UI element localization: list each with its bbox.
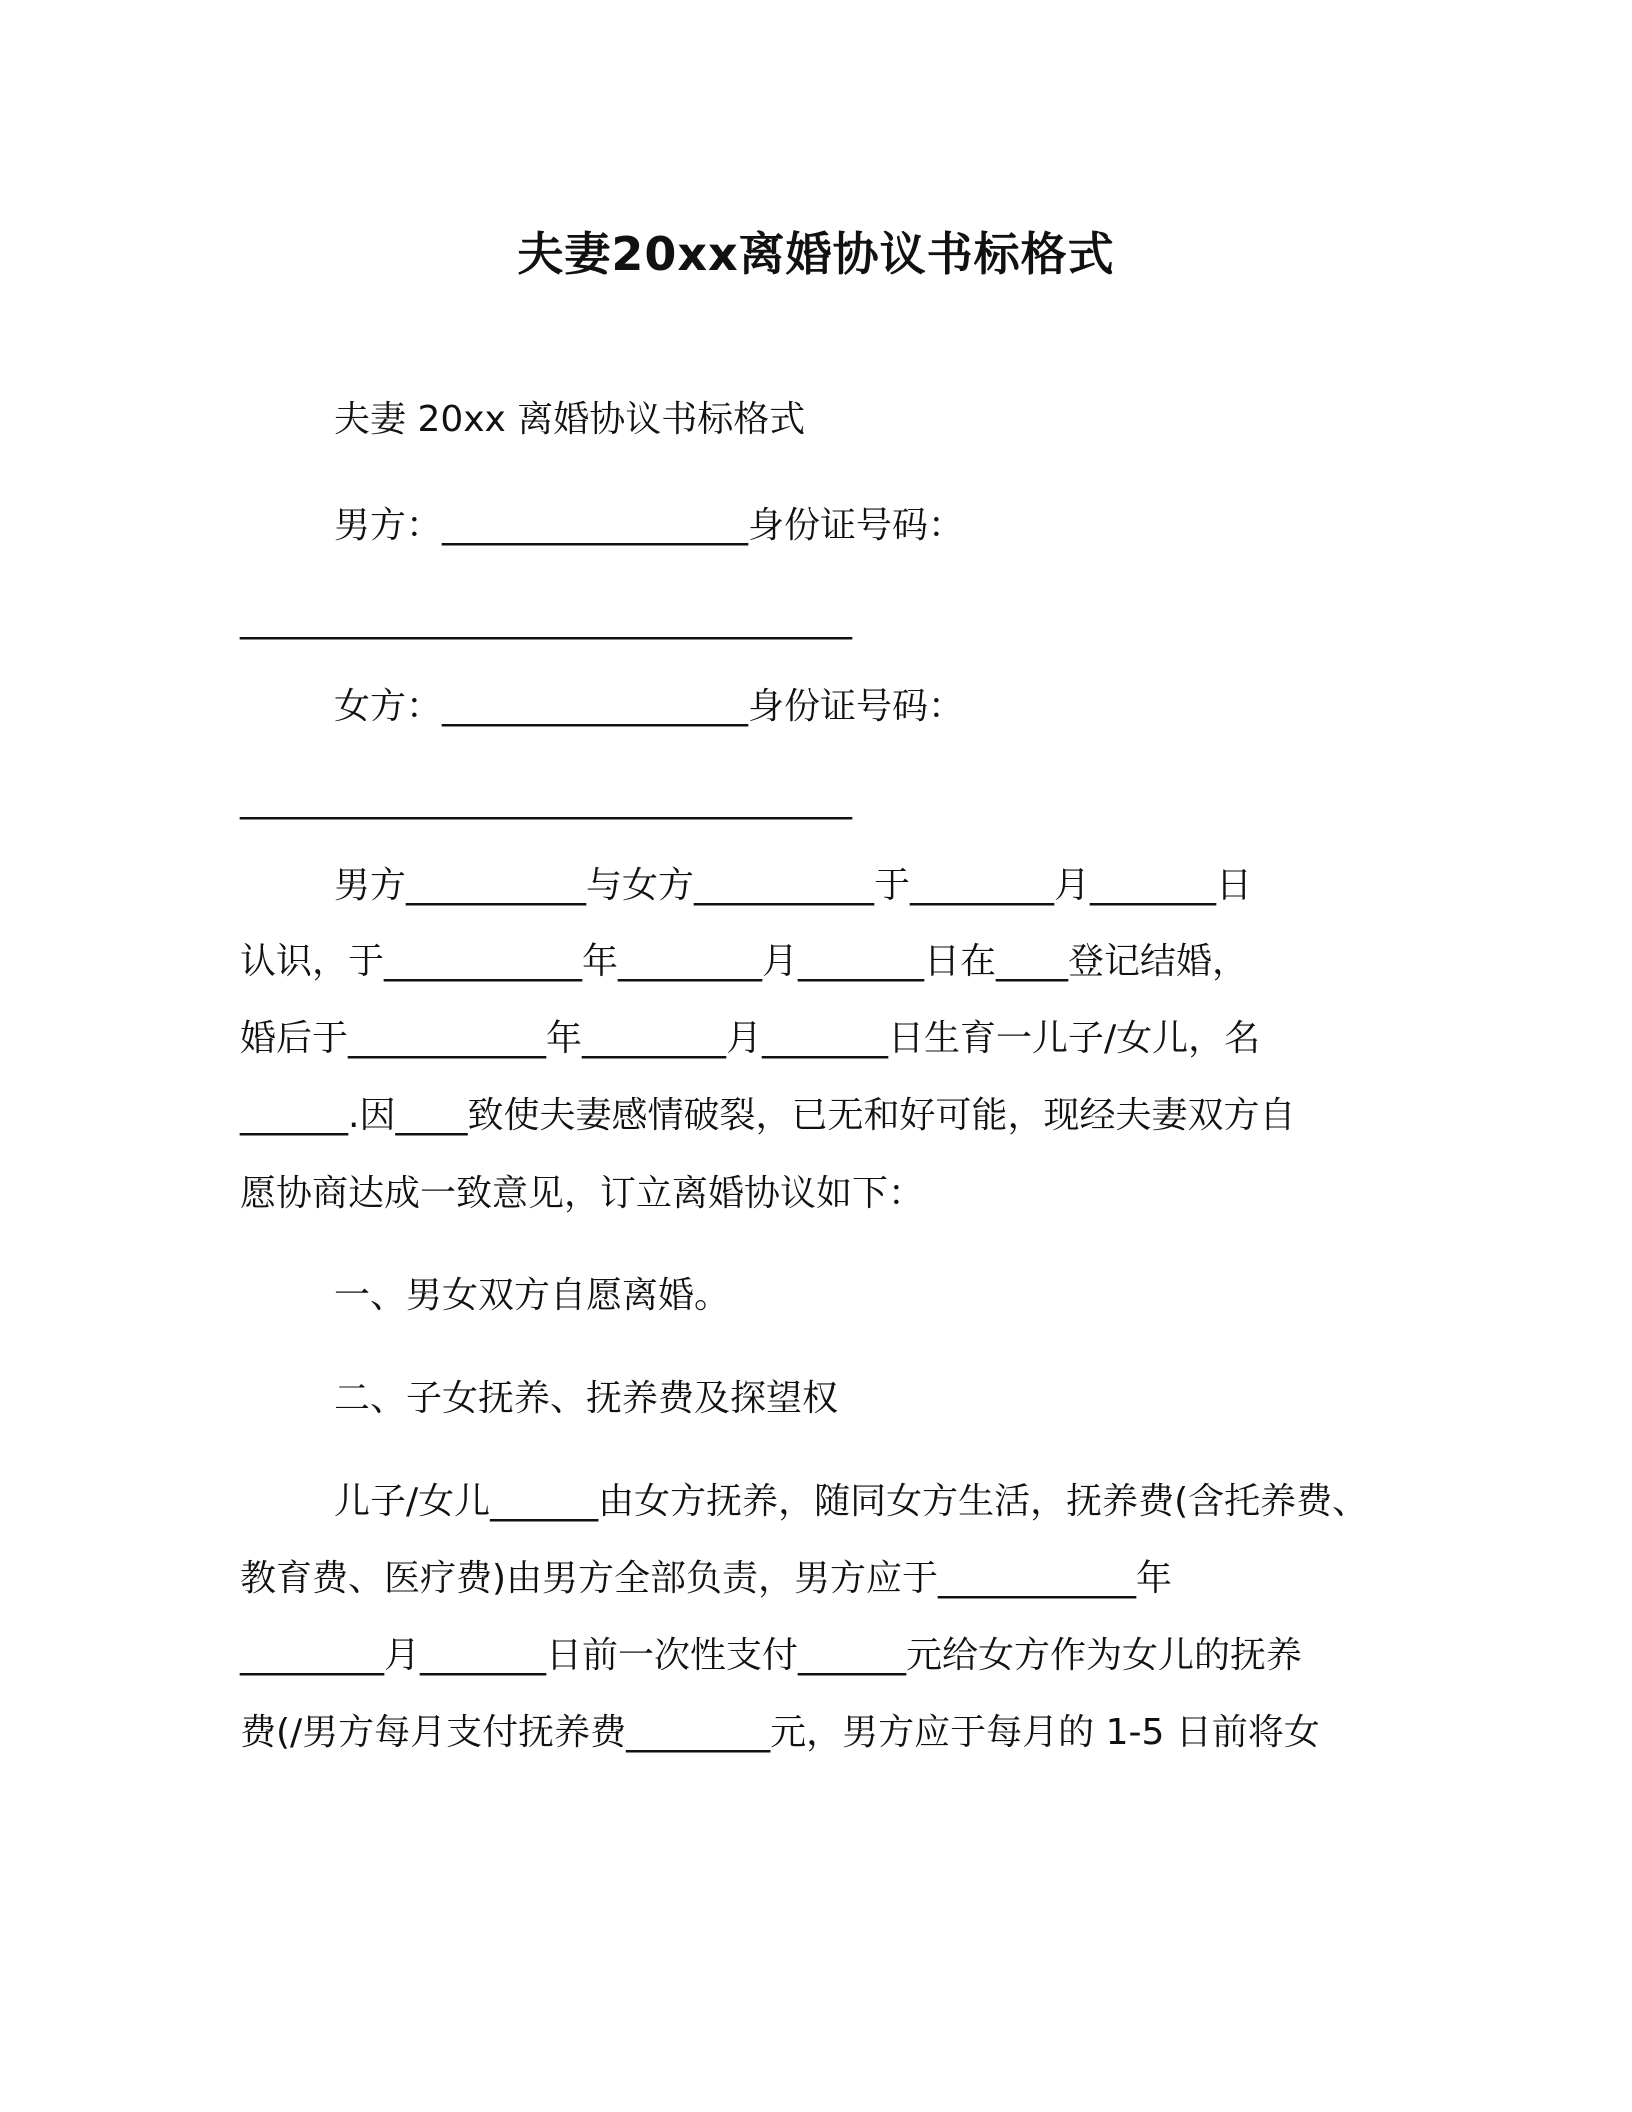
paragraph-line: 婚后于___________年________月_______日生育一儿子/女儿，名 bbox=[240, 1018, 1261, 1059]
male-party-line: 男方：_________________身份证号码： bbox=[334, 505, 965, 546]
paragraph-line: 男方__________与女方__________于________月_______日 bbox=[334, 865, 1253, 906]
paragraph-line: 儿子/女儿______由女方抚养，随同女方生活，抚养费(含托养费、 bbox=[334, 1481, 1369, 1522]
paragraph-line: 费(/男方每月支付抚养费________元，男方应于每月的 1-5 日前将女 bbox=[240, 1712, 1320, 1753]
document-title: 夫妻20xx离婚协议书标格式 bbox=[517, 227, 1115, 281]
male-id-blank-line: __________________________________ bbox=[240, 599, 852, 640]
paragraph-line: 教育费、医疗费)由男方全部负责，男方应于___________年 bbox=[240, 1558, 1173, 1599]
female-id-blank-line: __________________________________ bbox=[240, 779, 852, 820]
paragraph-line: 愿协商达成一致意见，订立离婚协议如下： bbox=[240, 1173, 925, 1214]
paragraph-line: ______.因____致使夫妻感情破裂，已无和好可能，现经夫妻双方自 bbox=[240, 1095, 1296, 1136]
female-party-line: 女方：_________________身份证号码： bbox=[334, 686, 965, 727]
clause-one: 一、男女双方自愿离婚。 bbox=[334, 1275, 731, 1316]
paragraph-line: ________月_______日前一次性支付______元给女方作为女儿的抚养 bbox=[240, 1635, 1303, 1676]
clause-two-heading: 二、子女抚养、抚养费及探望权 bbox=[334, 1378, 839, 1419]
subtitle-line: 夫妻 20xx 离婚协议书标格式 bbox=[334, 399, 806, 440]
paragraph-line: 认识，于___________年________月_______日在____登记结婚， bbox=[240, 941, 1249, 982]
